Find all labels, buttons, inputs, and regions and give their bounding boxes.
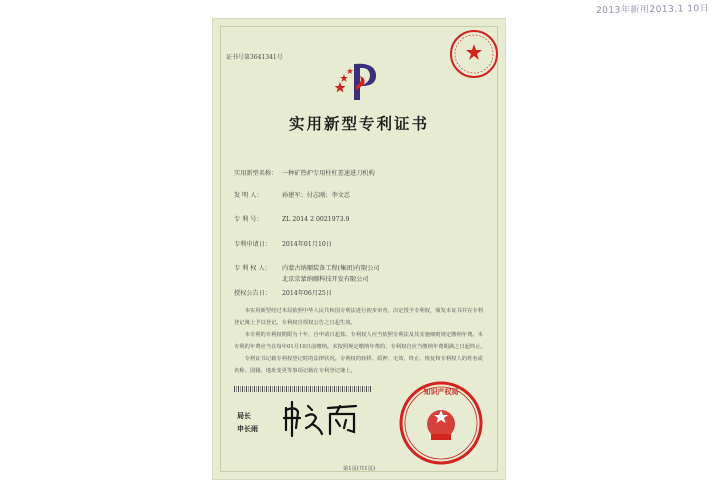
patentee-value-2: 北京京蒙纳顺科技开发有限公司: [282, 276, 369, 283]
filing-date-value: 2014年01月10日: [282, 241, 333, 248]
field-patentee-2: [282, 274, 369, 283]
barcode: [234, 386, 372, 392]
body-paragraph: 专利证书记载专利权登记时的法律状况。专利权的转移、质押、无效、终止、恢复和专利权人的姓名或名称、国籍、地址变更等事项记载在专利登记簿上。: [234, 356, 483, 374]
handwritten-note: 2013年新用2013.1 10日: [595, 4, 710, 16]
company-seal-icon: [448, 28, 500, 80]
patentee-value-1: 内蒙古纳顺装备工程(集团)有限公司: [282, 265, 380, 272]
patent-number-value: ZL 2014 2 0021973.9: [282, 216, 350, 223]
handwritten-signature-icon: [282, 398, 362, 438]
field-filing-date: [234, 239, 332, 248]
patent-office-emblem-icon: [330, 56, 386, 104]
utility-name-value: 一种矿热炉专用柱杠差速进刀机构: [282, 170, 375, 177]
signature-title: 局长: [237, 412, 251, 420]
field-utility-name: [234, 168, 375, 177]
certificate-number: [226, 52, 283, 61]
utility-name-label: 实用新型名称：: [234, 170, 278, 177]
body-paragraph: 本专利的专利权期限为十年，自申请日起算。专利权人应当依照专利法及其实施细则规定缴纳年费。本专利的年费应当在每年01月10日前缴纳。未按照规定缴纳年费的，专利权自应当缴纳年费期满之日起终止。: [234, 332, 486, 350]
inventor-label: 发 明 人：: [234, 192, 263, 199]
field-inventor: [234, 190, 350, 199]
field-patent-number: [234, 214, 349, 223]
filing-date-label: 专利申请日：: [234, 241, 272, 248]
patent-number-label: 专 利 号：: [234, 216, 263, 223]
signature-name: 申长雨: [237, 425, 258, 433]
field-grant-date: [234, 288, 332, 297]
field-patentee: [234, 263, 380, 272]
grant-date-label: 授权公告日：: [234, 290, 272, 297]
certificate-number-suffix: 号: [276, 54, 283, 61]
certificate-title: 实用新型专利证书: [288, 114, 429, 133]
certificate-body-text: [234, 305, 486, 377]
patentee-label: 专 利 权 人：: [234, 265, 271, 272]
certificate-number-value: 3641341: [250, 54, 277, 61]
official-seal-icon: [398, 380, 484, 466]
svg-text:知识产权局: 知识产权局: [423, 388, 459, 396]
page-number: 第1页(共1页): [342, 466, 376, 472]
patent-certificate: [212, 18, 506, 480]
body-paragraph: 本实用新型经过本局依照中华人民共和国专利法进行初步审查，决定授予专利权，颁发本证书并在专利登记簿上予以登记。专利权自授权公告之日起生效。: [234, 308, 483, 326]
grant-date-value: 2014年06月25日: [282, 290, 333, 297]
certificate-number-label: 证书号第: [226, 54, 251, 61]
inventor-value: 孙建军；付志刚；李文忠: [282, 192, 351, 199]
